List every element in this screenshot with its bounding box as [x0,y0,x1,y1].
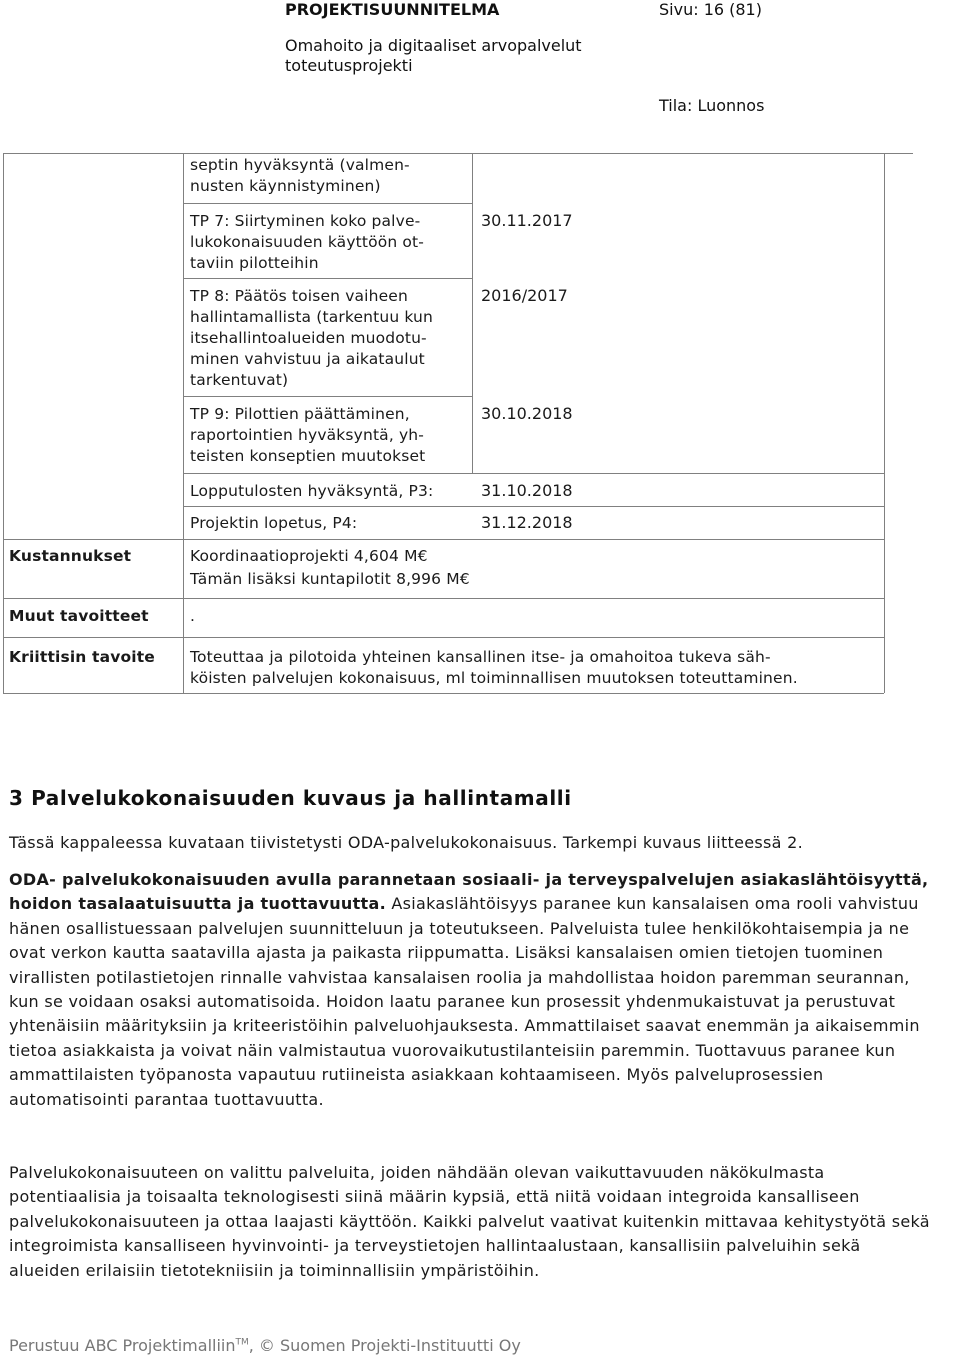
milestone-text: hallintamallista (tarkentuu kun [190,308,433,326]
footer-text: Perustuu ABC Projektimalliin [9,1336,236,1355]
milestone-row-tp9 [190,404,425,467]
paragraph-1 [9,868,934,1112]
section-heading: 3 Palvelukokonaisuuden kuvaus ja hallintamalli [9,786,572,810]
milestone-row-0 [190,155,410,197]
project-name-line2: toteutusprojekti [285,56,413,75]
milestone-date: 30.10.2018 [481,404,573,423]
critical-goal-label: Kriittisin tavoite [9,648,155,666]
costs-line: Tämän lisäksi kuntapilotit 8,996 M€ [190,570,470,588]
milestone-date: 31.12.2018 [481,513,573,532]
other-goals-value: . [190,607,196,625]
paragraph-2: Palvelukokonaisuuteen on valittu palveluita, joiden nähdään olevan vaikuttavuuden näkökulmasta potentiaalisia ja toisaalta teknologisesti siinä määrin kypsiä, että niitä voidaan integroida kansalliseen palvelukokonaisuuteen ja ottaa laajasti käyttöön. Kaikki palvelut vaativat kuitenkin mittavaa kehitystyötä sekä integroimista kansalliseen hyvinvointi- ja terveystietojen hallintaalustaan, kansallisiin palveluihin sekä alueiden erilaisiin tietotekniisiin ja toiminnallisiin ympäristöihin. [9,1163,930,1280]
milestone-date: 30.11.2017 [481,211,573,230]
trademark: TM [235,1337,249,1348]
milestone-text: TP 7: Siirtyminen koko palve- [190,212,421,230]
milestone-text: raportointien hyväksyntä, yh- [190,426,425,444]
milestone-text: lukokonaisuuden käyttöön ot- [190,233,425,251]
costs-line: Koordinaatioprojekti 4,604 M€ [190,547,428,565]
milestone-text: itsehallintoalueiden muodotu- [190,329,427,347]
milestone-text: TP 9: Pilottien päättäminen, [190,405,410,423]
milestone-text: tarkentuvat) [190,371,289,389]
document-status: Tila: Luonnos [659,96,765,115]
project-name-line1: Omahoito ja digitaaliset arvopalvelut [285,36,582,55]
paragraph-1-emphasis: ODA- palvelukokonaisuuden avulla parannetaan sosiaali- ja terveyspalvelujen asiakaslähtöisyyttä, hoidon tasalaatuisuutta ja tuottavuutta. [9,870,929,914]
milestone-text: Projektin lopetus, P4: [190,514,358,532]
milestone-row-tp8 [190,286,433,391]
costs-value [190,546,470,590]
milestone-date: 2016/2017 [481,286,568,305]
milestone-text: taviin pilotteihin [190,254,319,272]
milestone-text: nusten käynnistyminen) [190,177,381,195]
milestone-text: minen vahvistuu ja aikataulut [190,350,425,368]
milestone-text: teisten konseptien muutokset [190,447,426,465]
critical-goal-line: Toteuttaa ja pilotoida yhteinen kansallinen itse- ja omahoitoa tukeva säh- [190,648,771,666]
costs-label: Kustannukset [9,547,132,565]
milestone-row-p3 [190,481,433,502]
milestone-date: 31.10.2018 [481,481,573,500]
critical-goal-line: köisten palvelujen kokonaisuus, ml toiminnallisen muutoksen toteuttaminen. [190,669,798,687]
footer-copyright: , © Suomen Projekti-Instituutti Oy [248,1336,521,1355]
paragraph-1-body: Asiakaslähtöisyys paranee kun kansalaisen oma rooli vahvistuu hänen osallistuessaan palvelujen suunnitteluun ja toteutukseen. Palveluista tulee henkilökohtaisempia ja ne ovat verkon kautta saatavilla ajasta ja paikasta riippumatta. Lisäksi kansalaisen omien tietojen tuominen virallisten potilastietojen rinnalle vahvistaa kansalaisen roolia ja mahdollistaa hoidon paremman seurannan, kun se voidaan osaksi automatisoida. Hoidon laatu paranee kun prosessit yhdenmukaistuvat ja perustuvat yhtenäisiin määrityksiin ja kriteeristöihin palveluohjauksesta. Ammattilaiset saavat enemmän ja aikaisemmin tietoa asiakkaista ja voivat näin valmistautua vuorovaikutustilanteisiin paremmin. Tuottavuus paranee kun ammattilaisten työpanosta vapautuu rutiineista asiakkaan kohtaamiseen. Myös palveluprosessien automatisointi parantaa tuottavuutta. [9,894,920,1109]
milestone-row-p4 [190,513,357,534]
footer [9,1336,521,1355]
milestone-text: Lopputulosten hyväksyntä, P3: [190,482,434,500]
document-title: PROJEKTISUUNNITELMA [285,0,500,19]
page-number: Sivu: 16 (81) [659,0,762,19]
project-name [285,36,645,76]
other-goals-label: Muut tavoitteet [9,607,149,625]
milestone-row-tp7 [190,211,424,274]
milestone-text: septin hyväksyntä (valmen- [190,156,410,174]
intro-paragraph: Tässä kappaleessa kuvataan tiivistetysti ODA-palvelukokonaisuus. Tarkempi kuvaus liitteessä 2. [9,833,804,852]
critical-goal-value [190,647,798,689]
milestone-text: TP 8: Päätös toisen vaiheen [190,287,408,305]
